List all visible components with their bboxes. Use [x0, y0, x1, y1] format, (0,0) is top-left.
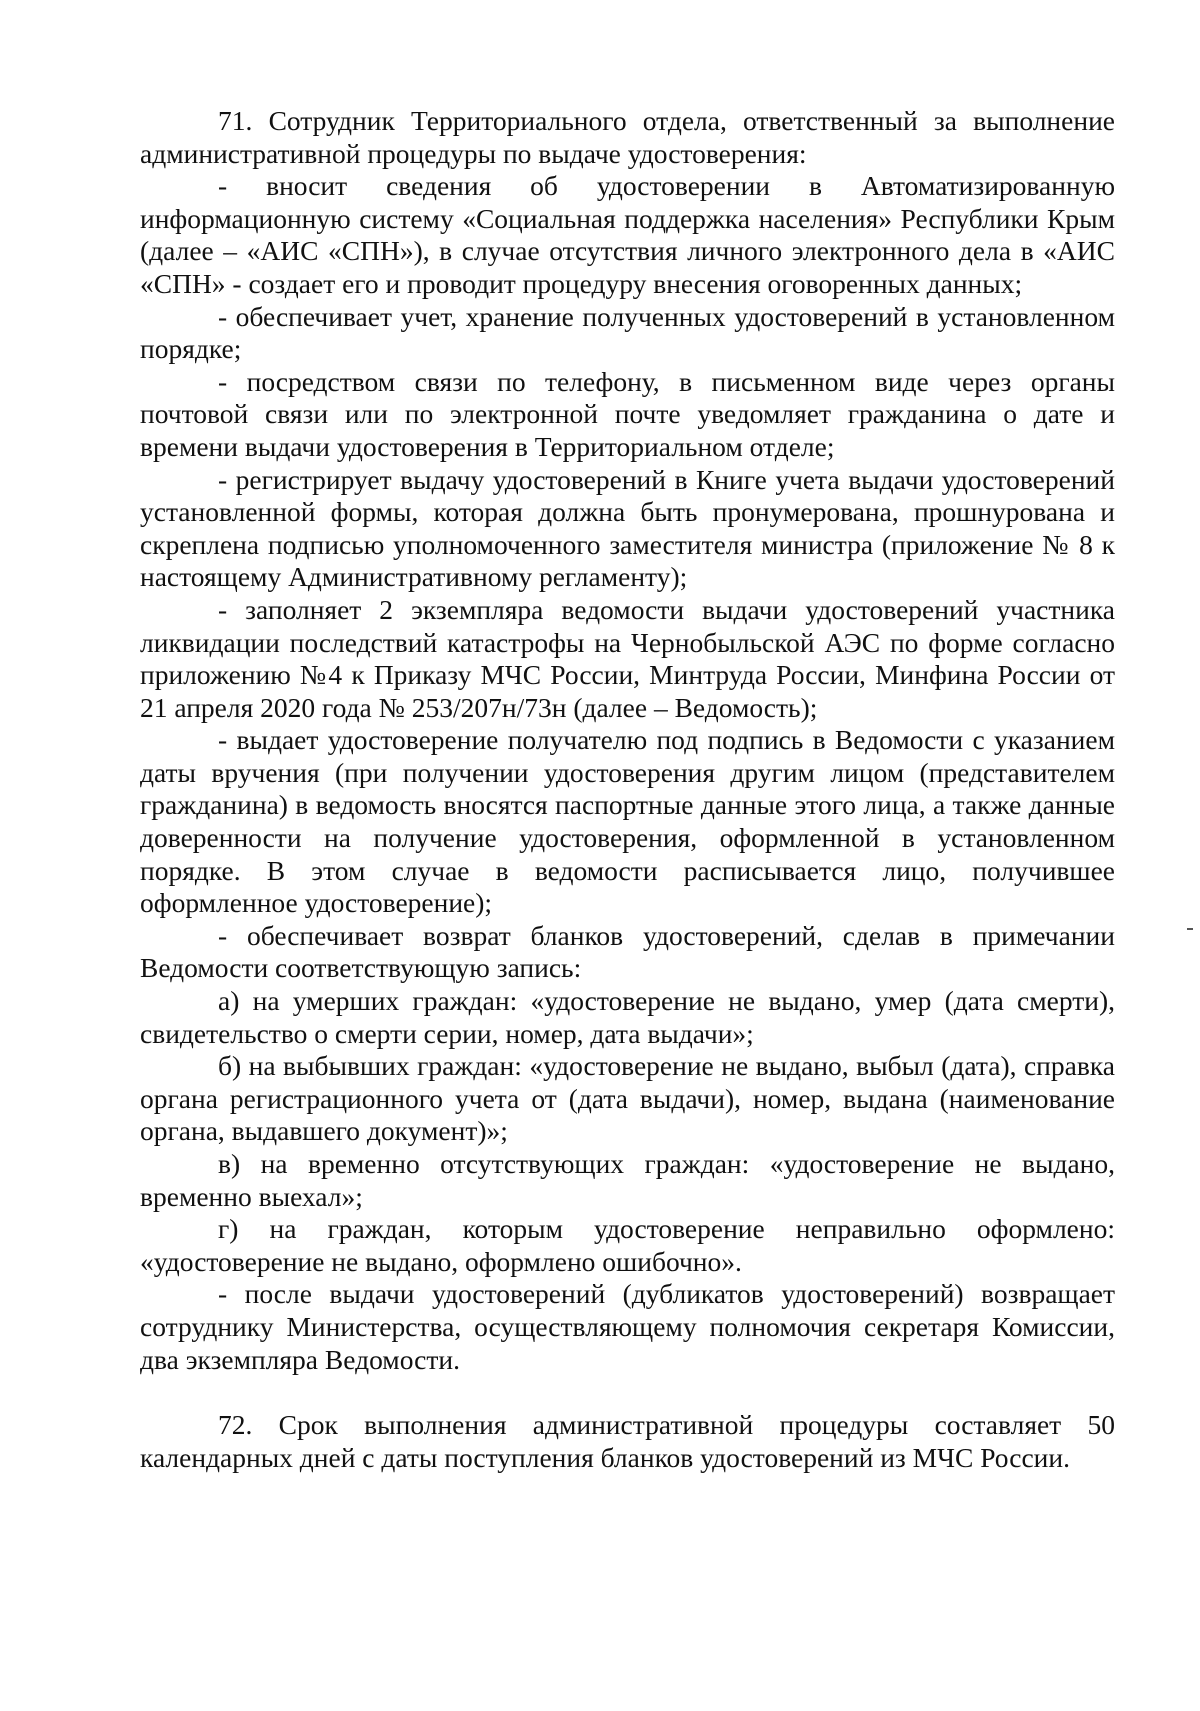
- paragraph-return-forms: - обеспечивает возврат бланков удостоверений, сделав в примечании Ведомости соответствующую запись:: [140, 919, 1115, 984]
- paragraph-statement-copies: - заполняет 2 экземпляра ведомости выдачи удостоверений участника ликвидации последствий катастрофы на Чернобыльской АЭС по форме согласно приложению №4 к Приказу МЧС России, Минтруда России, Минфина России от 21 апреля 2020 года № 253/207н/73н (далее – Ведомость);: [140, 593, 1115, 723]
- paragraph-registration-book: - регистрирует выдачу удостоверений в Книге учета выдачи удостоверений установленной формы, которая должна быть пронумерована, прошнурована и скреплена подписью уполномоченного заместителя министра (приложение № 8 к настоящему Административному регламенту);: [140, 463, 1115, 593]
- paragraph-return-statement: - после выдачи удостоверений (дубликатов удостоверений) возвращает сотруднику Министерства, осуществляющему полномочия секретаря Комиссии, два экземпляра Ведомости.: [140, 1278, 1115, 1375]
- paragraph-71-intro: 71. Сотрудник Территориального отдела, ответственный за выполнение административной процедуры по выдаче удостоверения:: [140, 105, 1115, 169]
- paragraph-notification: - посредством связи по телефону, в письменном виде через органы почтовой связи или по электронной почте уведомляет гражданина о дате и времени выдачи удостоверения в Территориальном отделе;: [140, 365, 1115, 462]
- scan-edge-mark: [1187, 928, 1193, 930]
- paragraph-72-term: 72. Срок выполнения административной процедуры составляет 50 календарных дней с даты поступления бланков удостоверений из МЧС России.: [140, 1409, 1115, 1473]
- paragraph-deceased: а) на умерших граждан: «удостоверение не выдано, умер (дата смерти), свидетельство о смерти серии, номер, дата выдачи»;: [140, 985, 1115, 1049]
- paragraph-departed: б) на выбывших граждан: «удостоверение не выдано, выбыл (дата), справка органа регистрационного учета от (дата выдачи), номер, выдана (наименование органа, выдавшего документ)»;: [140, 1050, 1115, 1147]
- paragraph-ais-spn: - вносит сведения об удостоверении в Автоматизированную информационную систему «Социальная поддержка населения» Республики Крым (далее – «АИС «СПН»), в случае отсутствия личного электронного дела в «АИС «СПН» - создает его и проводит процедуру внесения оговоренных данных;: [140, 170, 1115, 299]
- paragraph-erroneous: г) на граждан, которым удостоверение неправильно оформлено: «удостоверение не выдано, оформлено ошибочно».: [140, 1213, 1115, 1277]
- paragraph-temporarily-absent: в) на временно отсутствующих граждан: «удостоверение не выдано, временно выехал»;: [140, 1148, 1115, 1212]
- paragraph-issue-certificate: - выдает удостоверение получателю под подпись в Ведомости с указанием даты вручения (при получении удостоверения другим лицом (представителем гражданина) в ведомость вносятся паспортные данные этого лица, а также данные доверенности на получение удостоверения, оформленной в установленном порядке. В этом случае в ведомости расписывается лицо, получившее оформленное удостоверение);: [140, 724, 1115, 919]
- paragraph-storage: - обеспечивает учет, хранение полученных удостоверений в установленном порядке;: [140, 300, 1115, 365]
- document-body: [140, 105, 1115, 1474]
